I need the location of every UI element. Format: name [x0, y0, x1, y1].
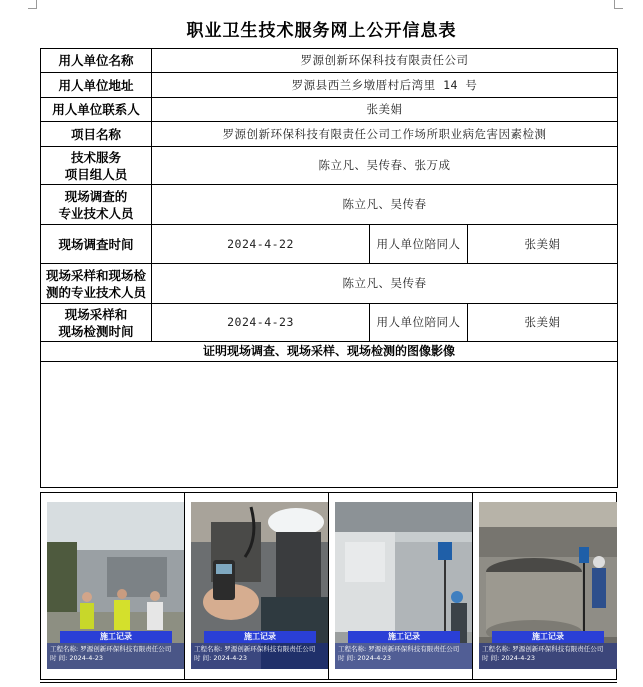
table-row — [41, 122, 618, 147]
survey-date-value: 2024-4-22 — [152, 225, 370, 264]
company-address-label: 用人单位地址 — [41, 73, 152, 98]
photo-caption — [47, 643, 185, 669]
sampling-staff-value: 陈立凡、吴传春 — [152, 264, 618, 304]
team-value: 陈立凡、吴传春、张万成 — [152, 147, 618, 185]
survey-staff-label — [41, 185, 152, 225]
photo-caption-date: 时 间: 2024-4-23 — [338, 654, 391, 662]
photo-cell — [40, 492, 185, 680]
table-row — [41, 185, 618, 225]
company-address-value: 罗源县西兰乡墩厝村后湾里 14 号 — [152, 73, 618, 98]
photo-cell — [472, 492, 617, 680]
sampling-time-label-line2: 现场检测时间 — [58, 323, 134, 339]
company-name-value: 罗源创新环保科技有限责任公司 — [152, 49, 618, 73]
survey-staff-value: 陈立凡、吴传春 — [152, 185, 618, 225]
photo-cell — [184, 492, 329, 680]
project-name-value: 罗源创新环保科技有限责任公司工作场所职业病危害因素检测 — [152, 122, 618, 147]
photo-caption — [191, 643, 329, 669]
photo-caption-date: 时 间: 2024-4-23 — [50, 654, 103, 662]
page-title: 职业卫生技术服务网上公开信息表 — [186, 21, 457, 41]
photo-cell — [328, 492, 473, 680]
sampling-staff-label-line1: 现场采样和现场检 — [45, 267, 146, 283]
site-photo-workers — [47, 502, 185, 669]
survey-accompany-value: 张美娟 — [468, 225, 618, 264]
survey-time-label: 现场调查时间 — [41, 225, 152, 264]
evidence-blank-area — [41, 362, 618, 488]
table-row — [41, 49, 618, 73]
table-row — [41, 98, 618, 122]
sampling-time-label — [41, 304, 152, 342]
sampling-accompany-label: 用人单位陪同人 — [370, 304, 468, 342]
photo-caption — [479, 643, 617, 669]
company-name-label: 用人单位名称 — [41, 49, 152, 73]
table-row — [41, 304, 618, 342]
photo-caption-company: 工程名称: 罗源创新环保科技有限责任公司 — [482, 645, 604, 653]
photo-caption — [335, 643, 473, 669]
photo-badge: 施工记录 — [60, 631, 172, 643]
info-table — [40, 48, 618, 488]
photo-caption-date: 时 间: 2024-4-23 — [194, 654, 247, 662]
sampling-accompany-value: 张美娟 — [468, 304, 618, 342]
photo-badge: 施工记录 — [348, 631, 460, 643]
site-photo-workshop — [479, 502, 617, 669]
survey-accompany-label: 用人单位陪同人 — [370, 225, 468, 264]
table-row — [41, 73, 618, 98]
photo-caption-company: 工程名称: 罗源创新环保科技有限责任公司 — [338, 645, 460, 653]
contact-value: 张美娟 — [152, 98, 618, 122]
table-row — [41, 342, 618, 362]
crop-mark-left — [28, 0, 37, 9]
survey-staff-label-line1: 现场调查的 — [64, 188, 128, 204]
photo-caption-company: 工程名称: 罗源创新环保科技有限责任公司 — [194, 645, 316, 653]
sampling-staff-label-line2: 测的专业技术人员 — [45, 284, 146, 300]
sampling-time-label-line1: 现场采样和 — [64, 306, 128, 322]
survey-staff-label-line2: 专业技术人员 — [58, 205, 134, 221]
photo-badge: 施工记录 — [492, 631, 604, 643]
table-row — [41, 264, 618, 304]
team-label — [41, 147, 152, 185]
contact-label: 用人单位联系人 — [41, 98, 152, 122]
project-name-label: 项目名称 — [41, 122, 152, 147]
table-row — [41, 147, 618, 185]
photo-caption-company: 工程名称: 罗源创新环保科技有限责任公司 — [50, 645, 172, 653]
sampling-date-value: 2024-4-23 — [152, 304, 370, 342]
evidence-heading: 证明现场调查、现场采样、现场检测的图像影像 — [41, 342, 618, 362]
sampling-staff-label — [41, 264, 152, 304]
table-bottom-border — [40, 682, 617, 683]
table-row — [41, 362, 618, 488]
team-label-line1: 技术服务 — [70, 149, 121, 165]
table-row — [41, 225, 618, 264]
crop-mark-right — [614, 0, 623, 9]
photo-strip — [40, 492, 617, 680]
site-photo-meter — [191, 502, 329, 669]
team-label-line2: 项目组人员 — [64, 166, 128, 182]
photo-badge: 施工记录 — [204, 631, 316, 643]
photo-caption-date: 时 间: 2024-4-23 — [482, 654, 535, 662]
site-photo-sampler — [335, 502, 473, 669]
